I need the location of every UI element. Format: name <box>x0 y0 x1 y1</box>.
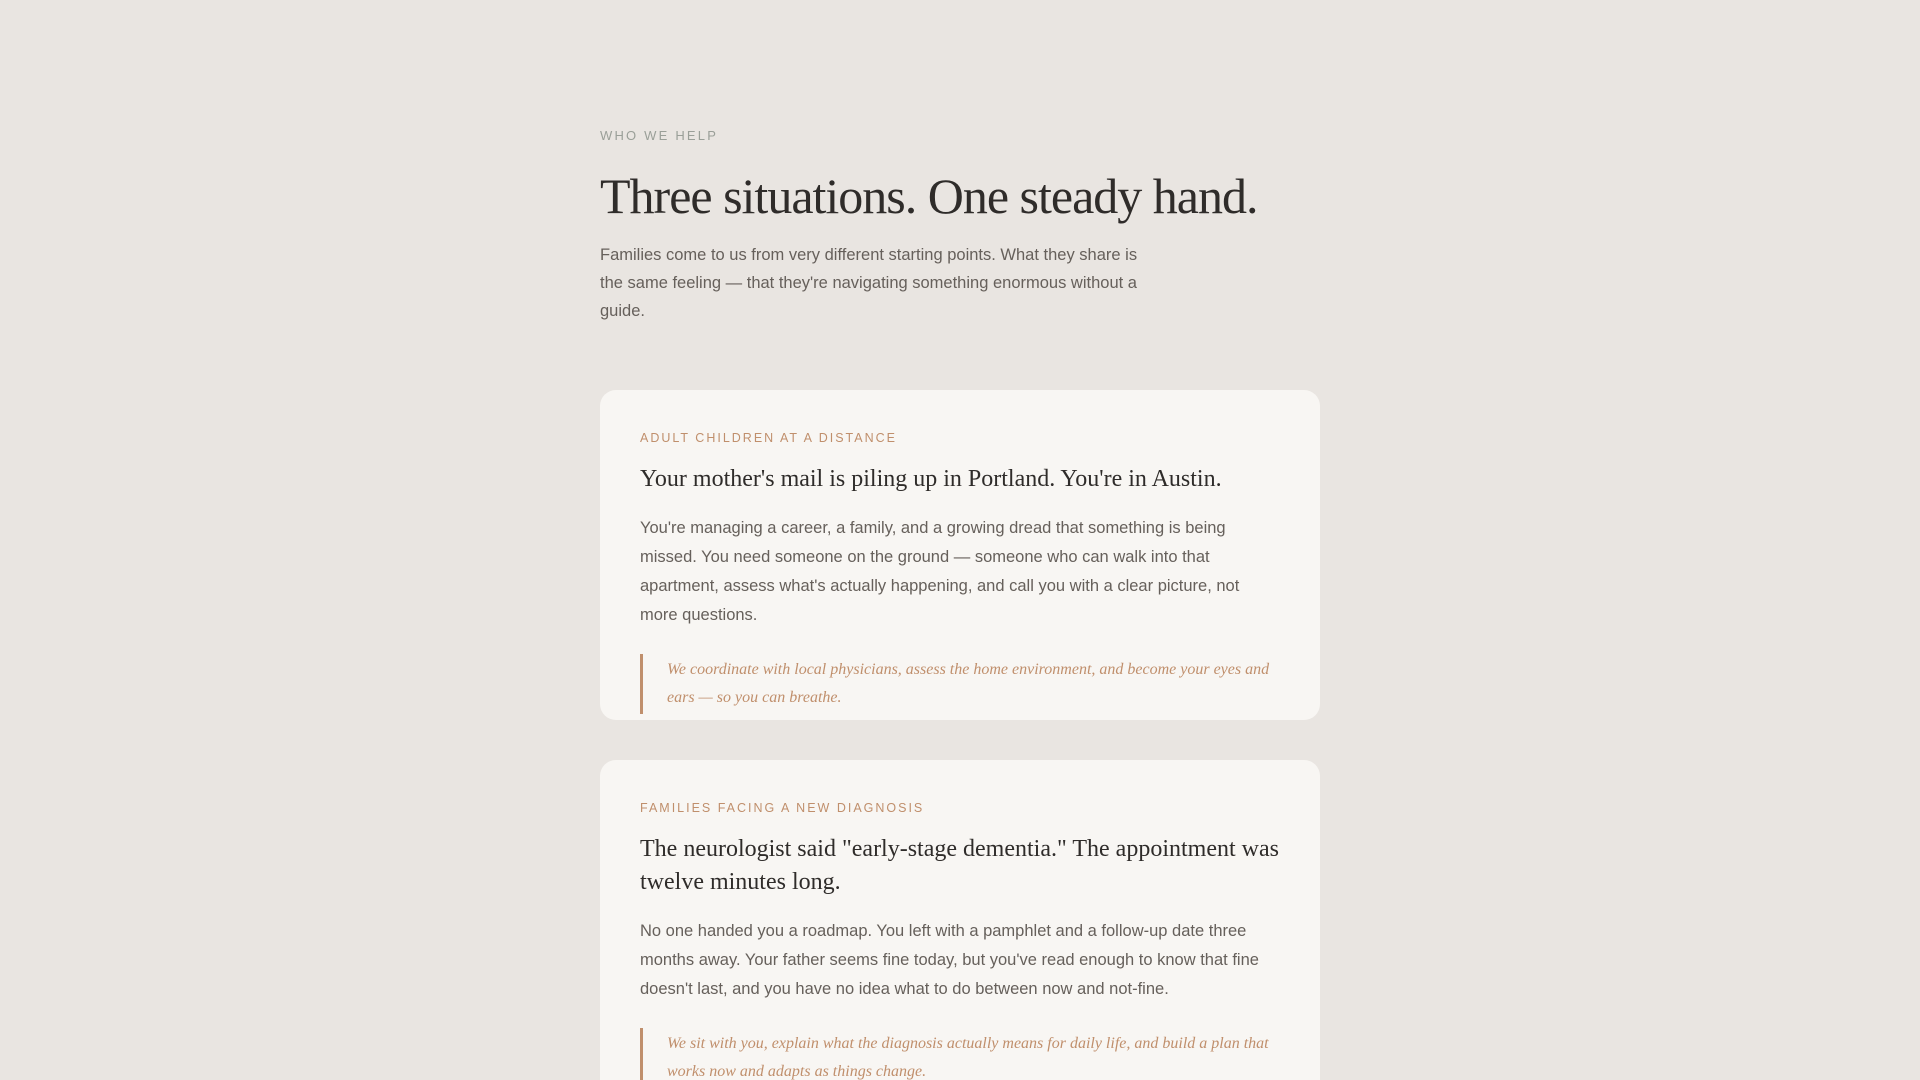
card-title: The neurologist said "early-stage dementia." The appointment was twelve minutes long. <box>640 836 1279 895</box>
card-body: No one handed you a roadmap. You left with a pamphlet and a follow-up date three months away. Your father seems fine today, but you've read enough to know that fine doesn't last, and you have no idea what to do between now and not-fine. <box>640 922 1259 998</box>
card-label: ADULT CHILDREN AT A DISTANCE <box>640 431 897 445</box>
card-body: You're managing a career, a family, and a growing dread that something is being missed. You need someone on the ground — someone who can walk into that apartment, assess what's actually happening, and call you with a clear picture, not more questions. <box>640 519 1240 624</box>
section-headline: Three situations. One steady hand. <box>600 168 1258 224</box>
card-label: FAMILIES FACING A NEW DIAGNOSIS <box>640 801 925 815</box>
card-quote: We sit with you, explain what the diagnosis actually means for daily life, and build a plan that works now and adapts as things change. <box>640 1028 1280 1080</box>
card-quote: We coordinate with local physicians, assess the home environment, and become your eyes and ears — so you can breathe. <box>640 654 1280 714</box>
section-eyebrow: WHO WE HELP <box>600 128 719 143</box>
situation-card-distance <box>600 390 1320 720</box>
card-title: Your mother's mail is piling up in Portland. You're in Austin. <box>640 466 1222 492</box>
situation-card-diagnosis <box>600 760 1320 1080</box>
section-intro: Families come to us from very different starting points. What they share is the same feeling — that they're navigating something enormous without a guide. <box>600 246 1138 320</box>
